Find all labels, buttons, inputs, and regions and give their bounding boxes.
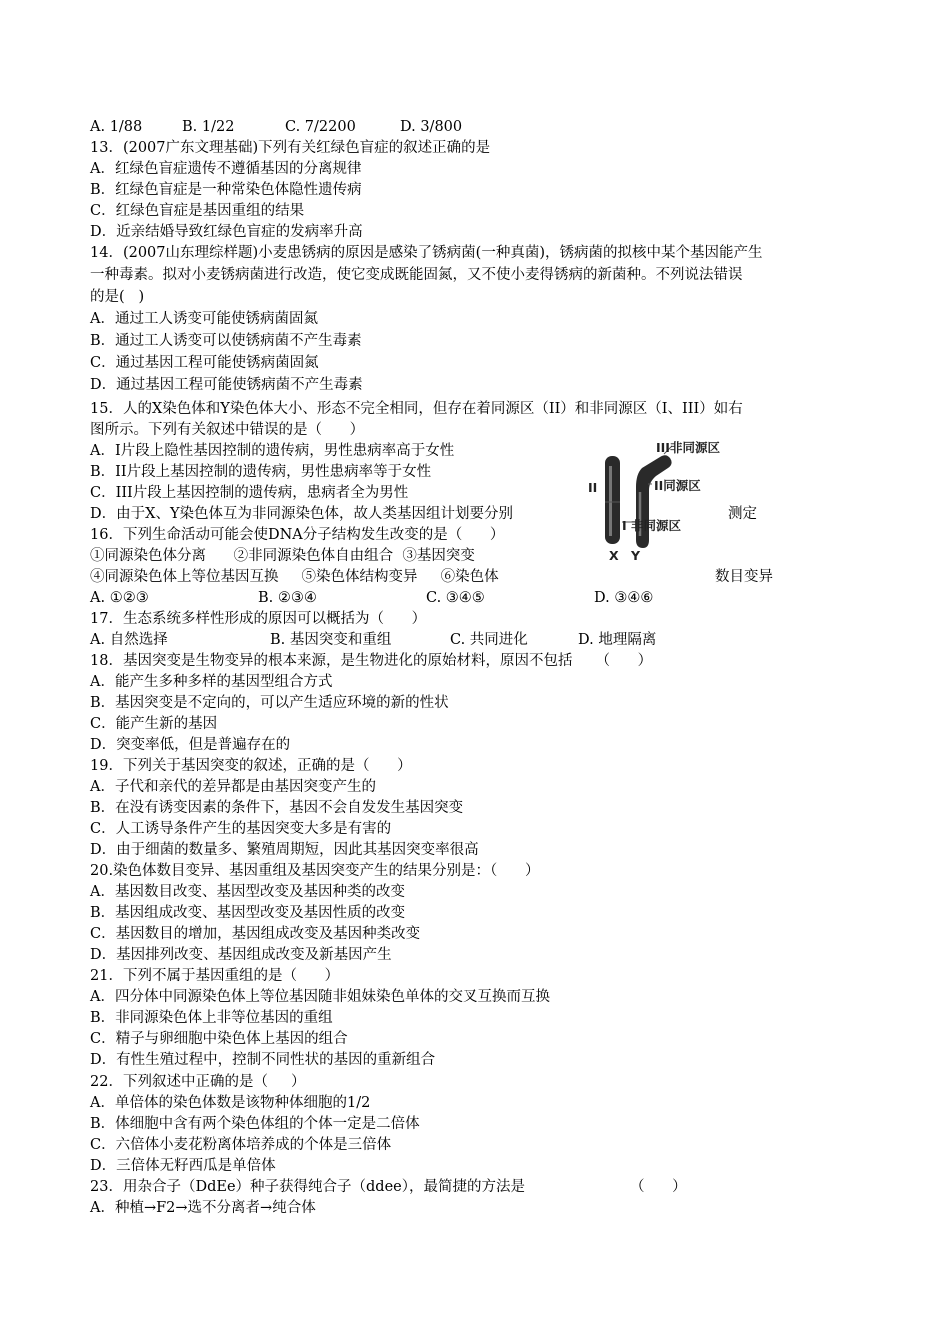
q22-stem: 22．下列叙述中正确的是（ ） (90, 1074, 306, 1090)
q14-stem-line3: 的是( ) (90, 289, 145, 305)
q23-option-a: A．种植→F2→选不分离者→纯合体 (90, 1200, 316, 1216)
q21-option-d: D．有性生殖过程中，控制不同性状的基因的重新组合 (90, 1052, 436, 1068)
x-chromosome-highlight (609, 466, 612, 536)
q13-option-a: A．红绿色盲症遗传不遵循基因的分离规律 (90, 161, 362, 177)
q22-option-a: A．单倍体的染色体数是该物种体细胞的1/2 (90, 1095, 371, 1111)
q15-option-b: B．II片段上基因控制的遗传病，男性患病率等于女性 (90, 464, 432, 480)
q16-option-d: D. ③④⑥ (594, 590, 654, 606)
figure-label-i: I 非同源区 (622, 518, 682, 533)
q17-option-d: D. 地理隔离 (578, 632, 657, 648)
q18-option-b: B．基因突变是不定向的，可以产生适应环境的新的性状 (90, 695, 449, 711)
q14-option-b: B．通过工人诱变可以使锈病菌不产生毒素 (90, 333, 362, 349)
y-chromosome-shape (636, 455, 672, 548)
q21-option-c: C．精子与卵细胞中染色体上基因的组合 (90, 1031, 348, 1047)
q20-option-d: D．基因排列改变、基因组成改变及新基因产生 (90, 947, 392, 963)
q20-option-c: C．基因数目的增加，基因组成改变及基因种类改变 (90, 926, 421, 942)
q19-stem: 19．下列关于基因突变的叙述，正确的是（ ） (90, 758, 412, 774)
figure-label-ii-region: II同源区 (654, 478, 701, 493)
q16-options-row (90, 588, 870, 609)
q15-option-d: D．由于X、Y染色体互为非同源染色体，故人类基因组计划要分别 (90, 506, 514, 522)
q14-stem-line1: 14．(2007山东理综样题)小麦患锈病的原因是感染了锈病菌(一种真菌)，锈病菌的拟核中某个基因能产生 (90, 245, 763, 261)
q18-stem: 18．基因突变是生物变异的根本来源，是生物进化的原始材料，原因不包括 （ ） (90, 653, 653, 669)
q17-options-row (90, 630, 870, 651)
q15-option-d-tail: 测定 (728, 506, 757, 522)
q19-option-c: C．人工诱导条件产生的基因突变大多是有害的 (90, 821, 392, 837)
q16-option-c: C. ③④⑤ (426, 590, 485, 606)
q23-answer-paren: （ ） (630, 1179, 687, 1195)
q18-option-a: A．能产生多种多样的基因型组合方式 (90, 674, 333, 690)
q16-option-b: B. ②③④ (258, 590, 317, 606)
q18-option-c: C．能产生新的基因 (90, 716, 218, 732)
q17-option-c: C. 共同进化 (450, 632, 528, 648)
q15-option-a: A．I片段上隐性基因控制的遗传病，男性患病率高于女性 (90, 443, 455, 459)
q20-option-b: B．基因组成改变、基因型改变及基因性质的改变 (90, 905, 406, 921)
q14-option-a: A．通过工人诱变可能使锈病菌固氮 (90, 311, 318, 327)
q21-option-a: A．四分体中同源染色体上等位基因随非姐妹染色单体的交叉互换而互换 (90, 989, 550, 1005)
q17-stem: 17．生态系统多样性形成的原因可以概括为（ ） (90, 611, 427, 627)
q12-option-c: C. 7/2200 (285, 119, 356, 135)
q23-stem-row (90, 1177, 870, 1198)
q21-option-b: B．非同源染色体上非等位基因的重组 (90, 1010, 333, 1026)
q16-option-a: A. ①②③ (90, 590, 149, 606)
q12-options-row (90, 117, 870, 138)
q22-option-d: D．三倍体无籽西瓜是单倍体 (90, 1158, 276, 1174)
q12-option-b: B. 1/22 (182, 119, 235, 135)
figure-label-iii: III非同源区 (656, 440, 720, 455)
figure-label-x: X (609, 548, 619, 563)
q20-stem: 20.染色体数目变异、基因重组及基因突变产生的结果分别是：（ ） (90, 863, 540, 879)
q13-option-b: B．红绿色盲症是一种常染色体隐性遗传病 (90, 182, 362, 198)
q13-stem: 13．(2007广东文理基础)下列有关红绿色盲症的叙述正确的是 (90, 140, 491, 156)
q17-option-b: B. 基因突变和重组 (270, 632, 392, 648)
q12-option-d: D. 3/800 (400, 119, 463, 135)
q14-option-d: D．通过基因工程可能使锈病菌不产生毒素 (90, 377, 363, 393)
q12-option-a: A. 1/88 (90, 119, 143, 135)
q16-choices-row1: ①同源染色体分离 ②非同源染色体自由组合 ③基因突变 (90, 548, 475, 564)
x-chromosome-shape (605, 456, 620, 544)
q13-option-c: C．红绿色盲症是基因重组的结果 (90, 203, 305, 219)
q16-choices-row2 (90, 567, 870, 588)
q23-stem: 23．用杂合子（DdEe）种子获得纯合子（ddee），最简捷的方法是 (90, 1179, 525, 1195)
q13-option-d: D．近亲结婚导致红绿色盲症的发病率升高 (90, 224, 363, 240)
q14-stem-line2: 一种毒素。拟对小麦锈病菌进行改造，使它变成既能固氮，又不使小麦得锈病的新菌种。不列说法错误 (90, 267, 743, 283)
q15-option-c: C．III片段上基因控制的遗传病，患病者全为男性 (90, 485, 409, 501)
q16-choices-row2-tail: 数目变异 (715, 569, 773, 585)
figure-label-ii: II (588, 480, 598, 495)
q21-stem: 21．下列不属于基因重组的是（ ） (90, 968, 340, 984)
q15-stem-line1: 15．人的X染色体和Y染色体大小、形态不完全相同，但存在着同源区（II）和非同源区（I、III）如右 (90, 401, 743, 417)
q19-option-b: B．在没有诱变因素的条件下，基因不会自发发生基因突变 (90, 800, 464, 816)
q20-option-a: A．基因数目改变、基因型改变及基因种类的改变 (90, 884, 405, 900)
q18-option-d: D．突变率低，但是普遍存在的 (90, 737, 291, 753)
q17-option-a: A. 自然选择 (90, 632, 168, 648)
q16-stem: 16．下列生命活动可能会使DNA分子结构发生改变的是（ ） (90, 527, 505, 543)
q19-option-d: D．由于细菌的数量多、繁殖周期短，因此其基因突变率很高 (90, 842, 479, 858)
q15-stem-line2: 图所示。下列有关叙述中错误的是（ ） (90, 422, 365, 438)
xy-chromosome-figure (588, 432, 758, 564)
q22-option-c: C．六倍体小麦花粉离体培养成的个体是三倍体 (90, 1137, 392, 1153)
q19-option-a: A．子代和亲代的差异都是由基因突变产生的 (90, 779, 376, 795)
q22-option-b: B．体细胞中含有两个染色体组的个体一定是二倍体 (90, 1116, 420, 1132)
q14-option-c: C．通过基因工程可能使锈病菌固氮 (90, 355, 319, 371)
q16-choices-row2-main: ④同源染色体上等位基因互换 ⑤染色体结构变异 ⑥染色体 (90, 569, 499, 585)
figure-label-y: Y (631, 548, 641, 563)
